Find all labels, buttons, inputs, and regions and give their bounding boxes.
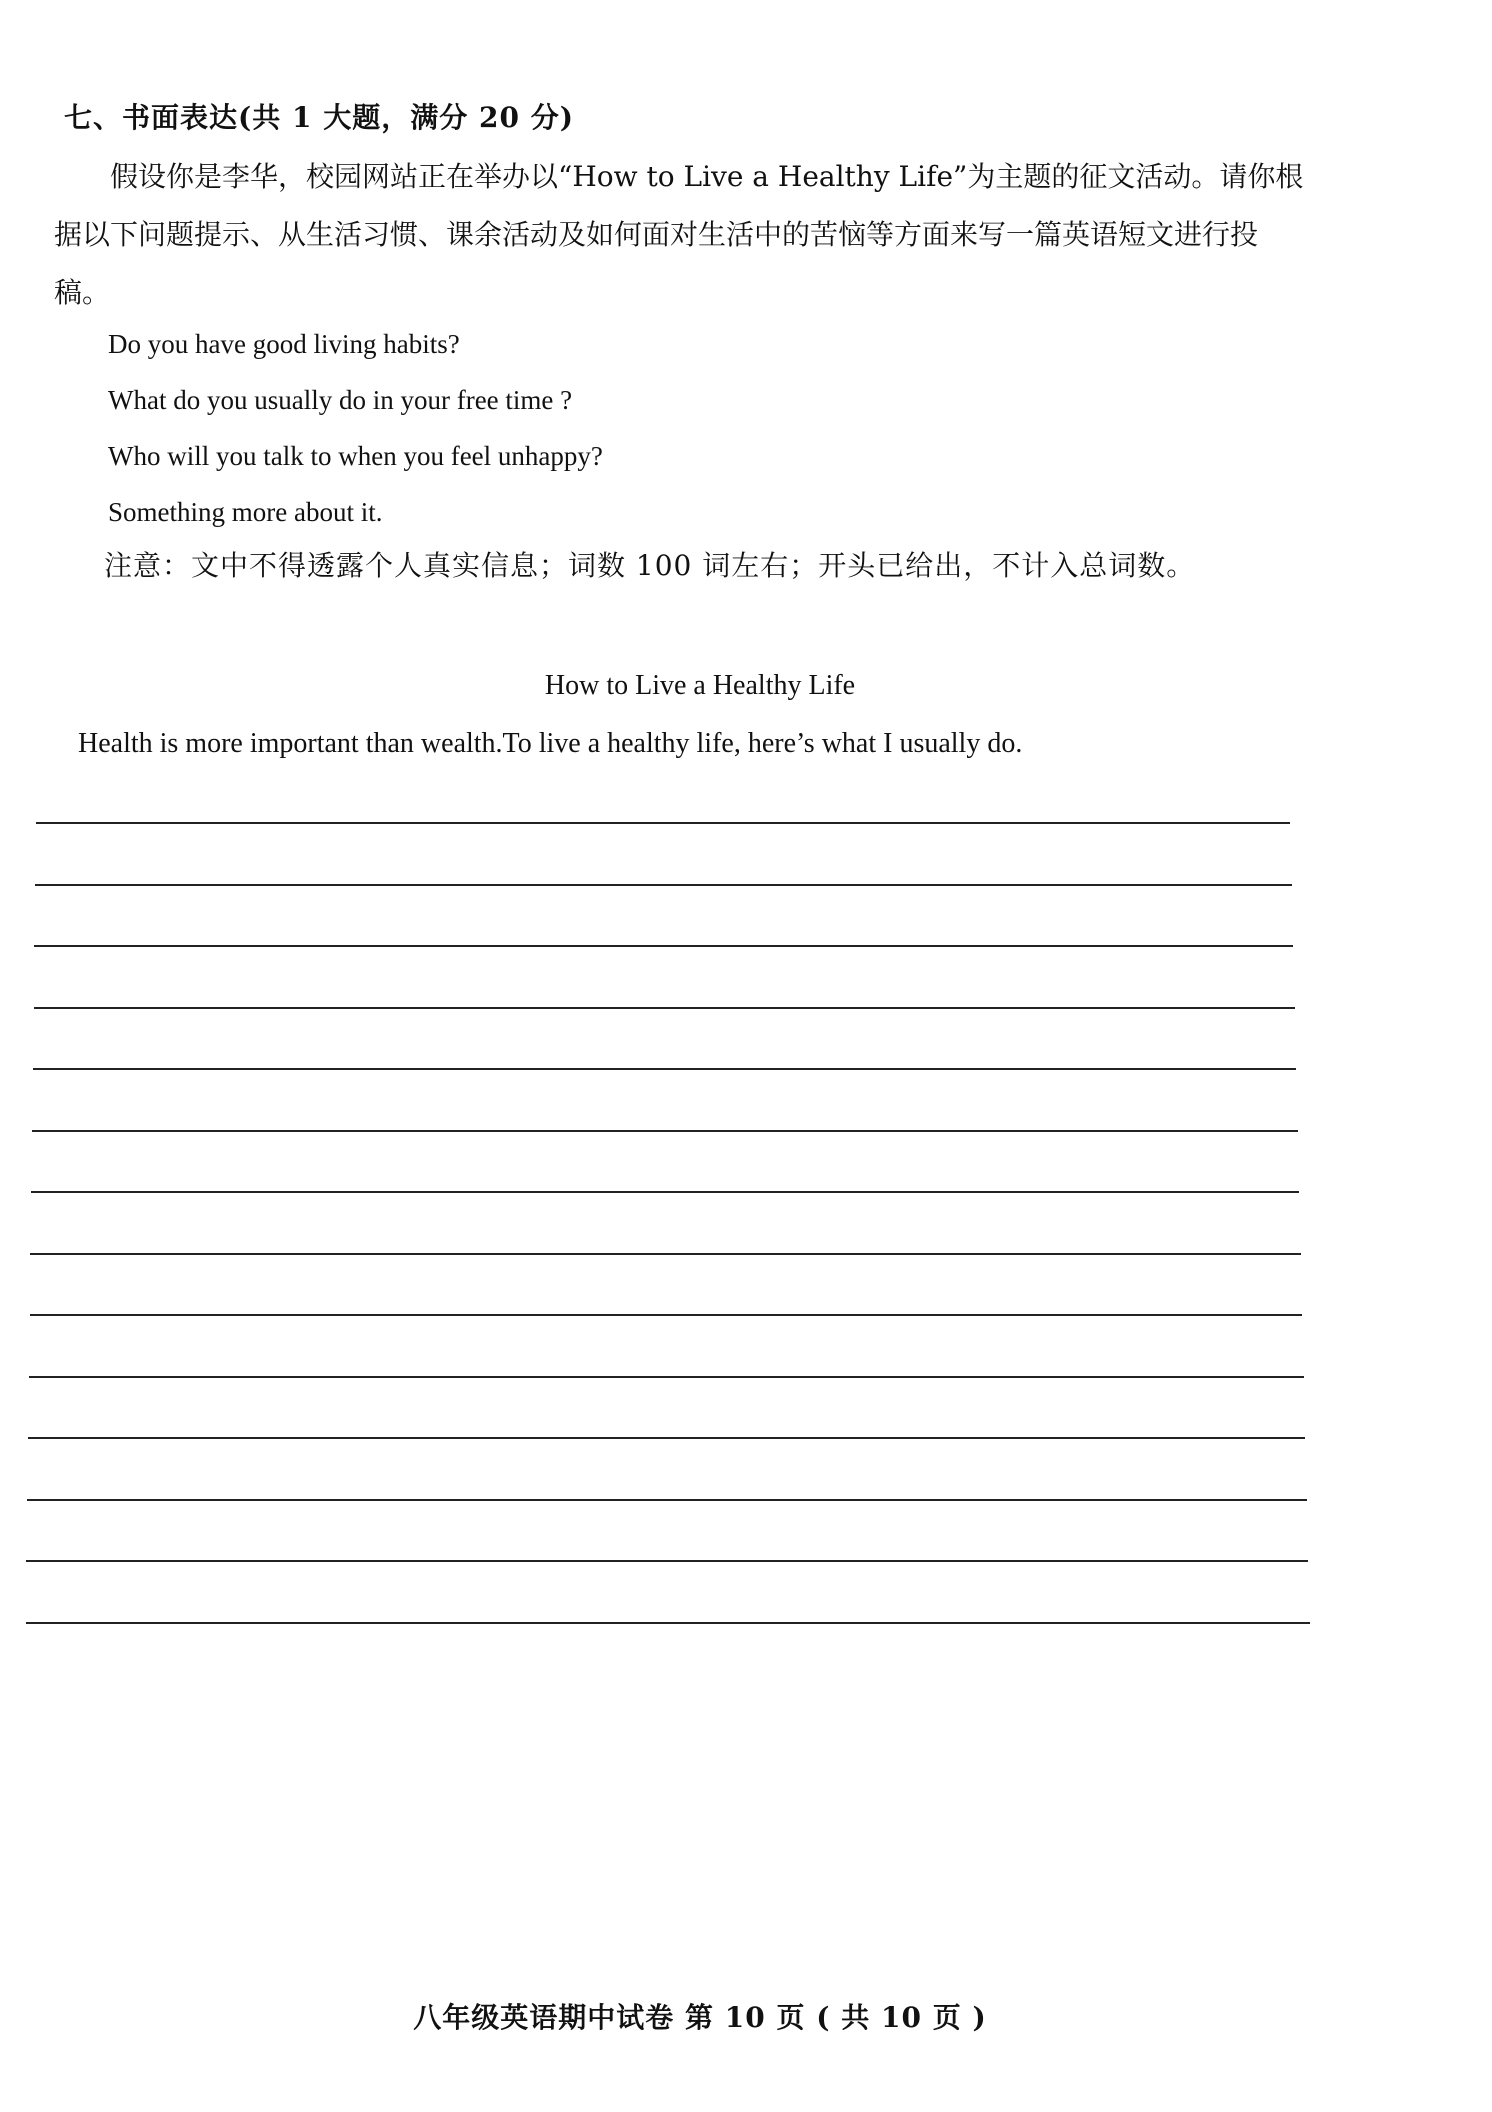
answer-line[interactable]	[36, 822, 1290, 824]
answer-line[interactable]	[31, 1191, 1299, 1193]
page-footer: 八年级英语期中试卷 第 10 页 ( 共 10 页 )	[413, 2001, 987, 2034]
answer-line[interactable]	[35, 884, 1292, 886]
answer-line[interactable]	[26, 1560, 1308, 1562]
answer-line[interactable]	[29, 1376, 1304, 1378]
answer-line[interactable]	[27, 1499, 1307, 1501]
answer-line[interactable]	[30, 1253, 1301, 1255]
section-heading: 七、书面表达(共 1 大题，满分 20 分)	[64, 101, 574, 134]
essay-opening: Health is more important than wealth.To live a healthy life, here’s what I usually do.	[78, 728, 1023, 759]
prompt-question: What do you usually do in your free time ?	[108, 385, 573, 415]
prompt-paragraph: 假设你是李华，校园网站正在举办以“How to Live a Healthy Life”为主题的征文活动。请你根据以下问题提示、从生活习惯、课余活动及如何面对生活中的苦恼等方面来写一篇英语短文进行投稿。	[54, 160, 1304, 309]
prompt-question: Something more about it.	[108, 497, 383, 527]
writing-note: 注意：文中不得透露个人真实信息；词数 100 词左右；开头已给出，不计入总词数。	[104, 549, 1196, 582]
essay-title: How to Live a Healthy Life	[544, 670, 856, 701]
prompt-question: Who will you talk to when you feel unhappy?	[108, 441, 603, 471]
answer-line[interactable]	[33, 1068, 1296, 1070]
prompt-question: Do you have good living habits?	[108, 329, 460, 359]
answer-line[interactable]	[32, 1130, 1298, 1132]
answer-line[interactable]	[30, 1314, 1302, 1316]
answer-line[interactable]	[26, 1622, 1310, 1624]
answer-line[interactable]	[34, 945, 1293, 947]
answer-line[interactable]	[28, 1437, 1305, 1439]
answer-line[interactable]	[34, 1007, 1295, 1009]
